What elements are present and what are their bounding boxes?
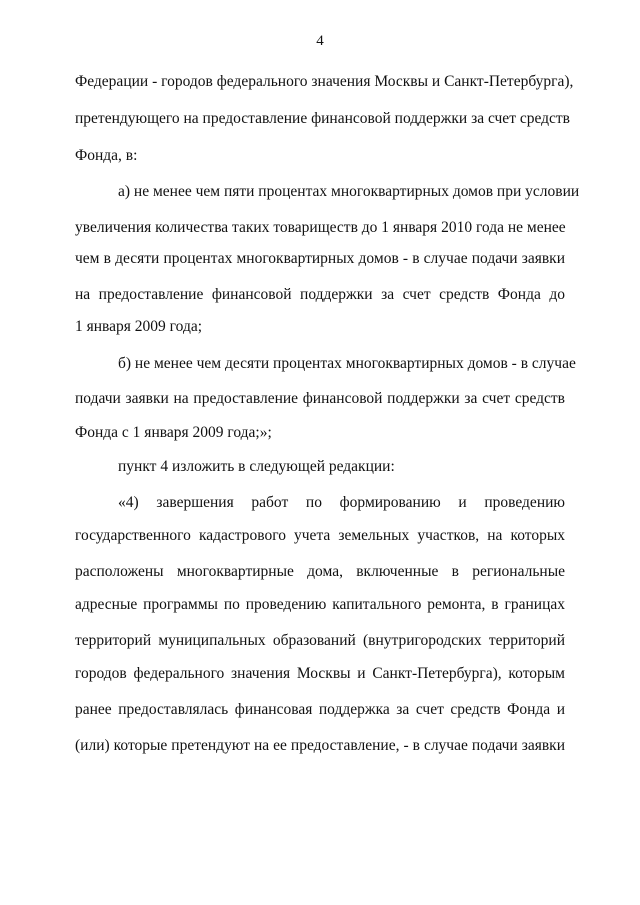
text-line: ранее предоставлялась финансовая поддержка за счет средств Фонда и — [75, 701, 565, 718]
text-line: городов федерального значения Москвы и Санкт-Петербурга), которым — [75, 665, 565, 682]
text-line: 1 января 2009 года; — [75, 318, 203, 335]
text-line: на предоставление финансовой поддержки за счет средств Фонда до — [75, 286, 565, 303]
text-line: территорий муниципальных образований (внутригородских территорий — [75, 632, 565, 649]
text-line: адресные программы по проведению капитального ремонта, в границах — [75, 596, 565, 613]
text-line: пункт 4 изложить в следующей редакции: — [118, 458, 395, 475]
text-line: претендующего на предоставление финансовой поддержки за счет средств — [75, 110, 571, 127]
text-line: «4) завершения работ по формированию и проведению — [118, 494, 565, 511]
text-line: Федерации - городов федерального значения Москвы и Санкт-Петербурга), — [75, 73, 574, 90]
text-line: расположены многоквартирные дома, включенные в региональные — [75, 563, 565, 580]
text-line: государственного кадастрового учета земельных участков, на которых — [75, 527, 565, 544]
text-line: б) не менее чем десяти процентах многоквартирных домов - в случае — [118, 355, 576, 372]
text-line: Фонда с 1 января 2009 года;»; — [75, 424, 272, 441]
text-line: увеличения количества таких товариществ до 1 января 2010 года не менее — [75, 219, 566, 236]
text-line: а) не менее чем пяти процентах многоквартирных домов при условии — [118, 183, 580, 200]
text-line: Фонда, в: — [75, 147, 138, 164]
text-line: подачи заявки на предоставление финансовой поддержки за счет средств — [75, 390, 565, 407]
text-line: (или) которые претендуют на ее предоставление, - в случае подачи заявки — [75, 737, 565, 754]
text-line: чем в десяти процентах многоквартирных домов - в случае подачи заявки — [75, 250, 565, 267]
page-number: 4 — [316, 33, 324, 49]
